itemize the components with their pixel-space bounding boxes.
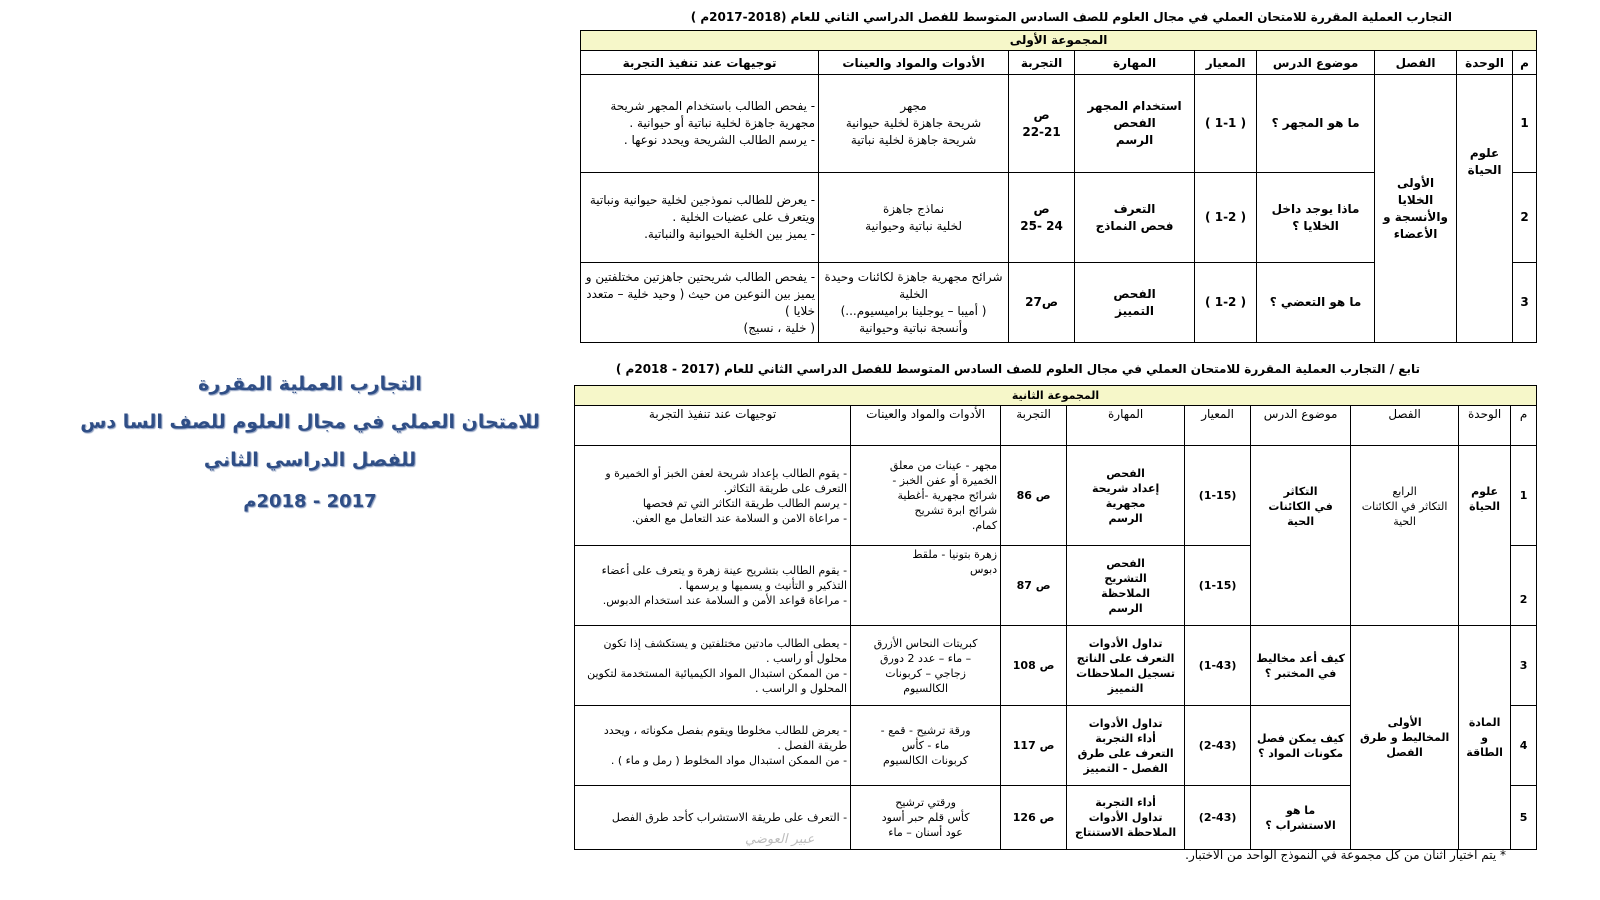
group1-table <box>580 30 1537 343</box>
group1-title: المجموعة الأولى <box>581 31 1537 51</box>
table2-heading: تابع / التجارب العملية المقررة للامتحان العملي في مجال العلوم للصف السادس المتوسط للفصل الدراسي الثاني للعام (2017 - 2018م ) <box>615 362 1420 376</box>
experiment-cell: ص 117 <box>1001 706 1067 786</box>
row-num: 5 <box>1511 786 1537 850</box>
group2-table <box>574 385 1537 850</box>
header-experiment: التجربة <box>1001 406 1067 446</box>
table1-heading: التجارب العملية المقررة للامتحان العملي في مجال العلوم للصف السادس المتوسط للفصل الدراسي الثاني للعام (2018-2017م ) <box>690 10 1452 24</box>
experiment-cell: ص 24 -25 <box>1009 173 1075 263</box>
skill-cell: الفحص التمييز <box>1075 263 1195 343</box>
standard-cell: (1-15) <box>1185 546 1251 626</box>
row-num: 2 <box>1511 546 1537 626</box>
row-num: 2 <box>1513 173 1537 263</box>
skill-cell: تداول الأدوات أداء التجربة التعرف على طرق الفصل - التمييز <box>1067 706 1185 786</box>
experiment-cell: ص 108 <box>1001 626 1067 706</box>
header-skill: المهارة <box>1075 51 1195 75</box>
header-tools: الأدوات والمواد والعينات <box>851 406 1001 446</box>
header-chapter: الفصل <box>1351 406 1459 446</box>
header-experiment: التجربة <box>1009 51 1075 75</box>
guidance-cell: - يفحص الطالب باستخدام المجهر شريحة مجهرية جاهزة لخلية نباتية أو حيوانية . - يرسم الطالب الشريحة ويحدد نوعها . <box>581 75 819 173</box>
skill-cell: تداول الأدوات التعرف على الناتج تسجيل الملاحظات التمييز <box>1067 626 1185 706</box>
guidance-cell: - يعرض للطالب مخلوطا ويقوم بفصل مكوناته ، ويحدد طريقة الفصل . - من الممكن استبدال مواد المخلوط ( رمل و ماء ) . <box>575 706 851 786</box>
row-num: 3 <box>1511 626 1537 706</box>
row-num: 4 <box>1511 706 1537 786</box>
row-num: 3 <box>1513 263 1537 343</box>
guidance-cell: - يقوم الطالب بإعداد شريحة لعفن الخبز أو الخميرة و التعرف على طريقة التكاثر. - يرسم الطالب طريقة التكاثر التي تم فحصها - مراعاة الامن و السلامة عند التعامل مع العفن. <box>575 446 851 546</box>
cover-line-2: للامتحان العملي في مجال العلوم للصف السا دس <box>80 411 540 433</box>
header-guidance: توجيهات عند تنفيذ التجربة <box>575 406 851 446</box>
chapter-cell: الأولى المخاليط و طرق الفصل <box>1351 626 1459 850</box>
skill-cell: استخدام المجهر الفحص الرسم <box>1075 75 1195 173</box>
unit-cell: علوم الحياة <box>1457 75 1513 343</box>
row-num: 1 <box>1511 446 1537 546</box>
unit-cell: علوم الحياة <box>1459 446 1511 626</box>
standard-cell: (1-43) <box>1185 626 1251 706</box>
standard-cell: ( 1-2 ) <box>1195 263 1257 343</box>
guidance-cell: - التعرف على طريقة الاستشراب كأحد طرق الفصل <box>575 786 851 850</box>
skill-cell: الفحص التشريح الملاحظة الرسم <box>1067 546 1185 626</box>
topic-cell: ما هو الاستشراب ؟ <box>1251 786 1351 850</box>
tools-cell: مجهر شريحة جاهزة لخلية حيوانية شريحة جاهزة لخلية نباتية <box>819 75 1009 173</box>
standard-cell: (2-43) <box>1185 706 1251 786</box>
tools-cell: نماذج جاهزة لخلية نباتية وحيوانية <box>819 173 1009 263</box>
cover-year: 2017 - 2018م <box>243 491 377 512</box>
guidance-cell: - يعطى الطالب مادتين مختلفتين و يستكشف إذا تكون محلول أو راسب . - من الممكن استبدال المواد الكيميائية المستخدمة لتكوين المحلول و الراسب . <box>575 626 851 706</box>
tools-cell: ورقة ترشيح - قمع - ماء - كأس كربونات الكالسيوم <box>851 706 1001 786</box>
header-topic: موضوع الدرس <box>1251 406 1351 446</box>
cover-line-3: للفصل الدراسي الثاني <box>203 449 417 471</box>
standard-cell: ( 1-1 ) <box>1195 75 1257 173</box>
topic-cell: كيف أعد مخاليط في المختبر ؟ <box>1251 626 1351 706</box>
standard-cell: (2-43) <box>1185 786 1251 850</box>
header-num: م <box>1511 406 1537 446</box>
tools-cell: زهرة بتونيا - ملقط دبوس <box>851 546 1001 626</box>
header-unit: الوحدة <box>1459 406 1511 446</box>
guidance-cell: - يفحص الطالب شريحتين جاهزتين مختلفتين و يميز بين النوعين من حيث ( وحيد خلية – متعدد خلايا ) ( خلية ، نسيج) <box>581 263 819 343</box>
chapter-cell: الأولى الخلايا والأنسجة و الأعضاء <box>1375 75 1457 343</box>
header-topic: موضوع الدرس <box>1257 51 1375 75</box>
header-standard: المعيار <box>1195 51 1257 75</box>
row-num: 1 <box>1513 75 1537 173</box>
standard-cell: (1-15) <box>1185 446 1251 546</box>
tools-cell: ورقتي ترشيح كأس قلم حبر أسود عود أسنان – ماء <box>851 786 1001 850</box>
guidance-cell: - يقوم الطالب بتشريح عينة زهرة و يتعرف على أعضاء التذكير و التأنيث و يسميها و يرسمها . - مراعاة قواعد الأمن و السلامة عند استخدام الدبوس. <box>575 546 851 626</box>
experiment-cell: ص27 <box>1009 263 1075 343</box>
table-row <box>581 75 1537 173</box>
chapter-cell: الرابع التكاثر في الكائنات الحية <box>1351 446 1459 626</box>
skill-cell: أداء التجربة تداول الأدوات الملاحظة الاستنتاج <box>1067 786 1185 850</box>
header-standard: المعيار <box>1185 406 1251 446</box>
author-watermark: عبير العوضي <box>745 832 815 847</box>
experiment-cell: ص 126 <box>1001 786 1067 850</box>
group2-title: المجموعة الثانية <box>575 386 1537 406</box>
standard-cell: ( 1-2 ) <box>1195 173 1257 263</box>
cover-line-1: التجارب العملية المقررة <box>198 373 422 395</box>
header-guidance: توجيهات عند تنفيذ التجربة <box>581 51 819 75</box>
unit-cell: المادة و الطاقة <box>1459 626 1511 850</box>
skill-cell: التعرف فحص النماذج <box>1075 173 1195 263</box>
experiment-cell: ص 22-21 <box>1009 75 1075 173</box>
topic-cell: ما هو المجهر ؟ <box>1257 75 1375 173</box>
tools-cell: مجهر - عينات من معلق الخميرة أو عفن الخبز - شرائح مجهرية -أغطية شرائح ابرة تشريح كمام. <box>851 446 1001 546</box>
table-row <box>575 446 1537 546</box>
header-chapter: الفصل <box>1375 51 1457 75</box>
header-tools: الأدوات والمواد والعينات <box>819 51 1009 75</box>
skill-cell: الفحص إعداد شريحة مجهرية الرسم <box>1067 446 1185 546</box>
experiment-cell: ص 86 <box>1001 446 1067 546</box>
experiment-cell: ص 87 <box>1001 546 1067 626</box>
table-row <box>575 626 1537 706</box>
topic-cell: ما هو التعضي ؟ <box>1257 263 1375 343</box>
tools-cell: شرائح مجهرية جاهزة لكائنات وحيدة الخلية ( أميبا – يوجلينا براميسيوم...) وأنسجة نباتية وحيوانية <box>819 263 1009 343</box>
topic-cell: التكاثر في الكائنات الحية <box>1251 446 1351 626</box>
guidance-cell: - يعرض للطالب نموذجين لخلية حيوانية ونباتية ويتعرف على عضيات الخلية . - يميز بين الخلية الحيوانية والنباتية. <box>581 173 819 263</box>
topic-cell: كيف يمكن فصل مكونات المواد ؟ <box>1251 706 1351 786</box>
topic-cell: ماذا يوجد داخل الخلايا ؟ <box>1257 173 1375 263</box>
cover-title <box>60 365 560 521</box>
footnote: * يتم اختيار اثنان من كل مجموعة في النموذج الواحد من الاختبار. <box>1185 848 1506 862</box>
tools-cell: كبريتات النحاس الأزرق – ماء – عدد 2 دورق زجاجي – كربونات الكالسيوم <box>851 626 1001 706</box>
header-skill: المهارة <box>1067 406 1185 446</box>
header-num: م <box>1513 51 1537 75</box>
header-unit: الوحدة <box>1457 51 1513 75</box>
